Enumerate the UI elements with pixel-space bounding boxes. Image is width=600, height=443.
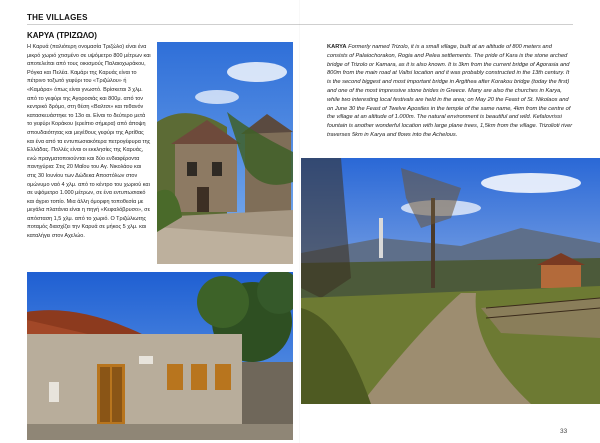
section-title: THE VILLAGES [27,13,88,22]
photo-stone-houses-hillside [157,42,293,264]
gutter-shadow [299,0,300,443]
photo-stone-house-tiled-roof [27,272,293,440]
photo-village-road-landscape [301,158,600,404]
page-number: 33 [560,428,568,435]
title-rule [27,24,573,25]
greek-body-text: Η Καρυά (παλιότερη ονομασία Τριζώλο) είναι ένα μικρό χωριό χτισμένο σε υψόμετρο 800 μέτρων και αποτελείται από τους οικισμούς Παλαιοχωράκου, Ρόγκα και Πελέα. Καμάρι της Καρυάς είναι το πέτρινο τοξωτό γεφύρι του «Τριζώλου» ή «Καμάρα» όπως είναι γνωστό. Βρίσκεται 3 χλμ. από το γεφύρι της Αγοροσιάς και 800μ. από τον κεντρικό δρόμο, στη θέση «Βαλτσι» και πιθανόν κατασκευάστηκε το 13ο αι. Είναι το δεύτερο μετά το γεφύρι Κοράκου (ερείπιο σήμερα) από άποψη σπουδαιότητας και μεγέθους γεφύρι της Αρτίθας και ένα από τα εντυπωσιακότερα πετρογέφυρα της Ελλάδας. Πολλές είναι οι εκκλησίες της Καρυάς, ενώ πραγματοποιούνται και δύο ενδιαφέροντα πανηγύρια: Στις 20 Μαΐου του Αγ. Νικολάου και στις 30 Ιουνίου των Δώδεκα Αποστόλων στον ομώνυμο ναό 4 χλμ. από το κέντρο του χωριού και σε υψόμετρο 1.000 μέτρων, σε ένα εντυπωσιακό και άγριο τοπίο. Μια άλλη όμορφη τοποθεσία με μεγάλα πλατάνια είναι η πηγή «Κεφαλόβρυσο», σε απόσταση 1,5 χλμ. από το χωριό. Ο Τριζώλιωτης ποταμός διασχίζει την Καρυά σε μήκος 5 χλμ. και καταλήγει στον Αχελώο. [27,44,151,240]
english-body-text [327,43,573,140]
english-label: KARYA [327,44,347,50]
article-heading: ΚΑΡΥΑ (ΤΡΙΖΩΛΟ) [27,31,97,40]
english-text: Formerly named Trizolo, it is a small village, built at an altitude of 800 meters and consists of Palaiochorakon, Rogia and Pelea settlements. The pride of Kara is the stone arched bridge of Trizolo or Kamara, as it is also known. It is 3km from the current bridge of Agorasia and 800m from the main road at Valtsi location and it was probably constructed in the 13th century. It is the second biggest and most important bridge in Argithea after Korakou bridge (today the first) and one of the most impressive stone brides in Greece. Many are also the churches in Karya, while two interesting local festivals are held in the area; on May 20 the Feast of St. Nikolaos and on June 30 the Feast of Twelve Apostles in the temple of the same name, 4km from the centre of the village at an altitude of 1.000m. The natural environment is beautiful and wild. Kefalovrissi fountain is another wonderful location with large plane trees, 1,5km from the village. Trizolioti river traverses 5km in Karya and flows into the Achelous. [327,44,573,138]
